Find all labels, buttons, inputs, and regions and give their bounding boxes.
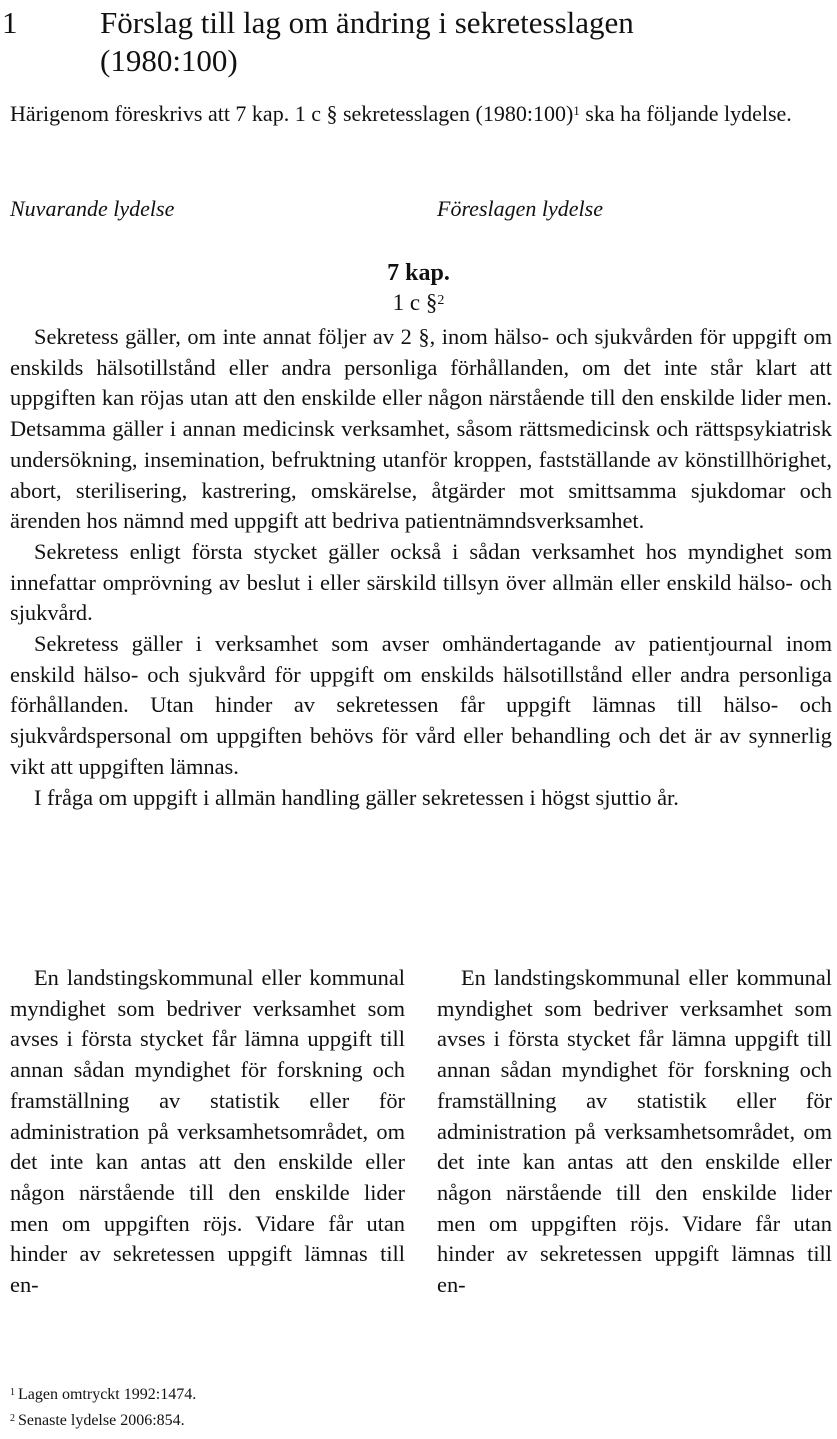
- heading-number: 1: [2, 5, 18, 40]
- current-wording-paragraph: En landstingskommunal eller kommunal myndighet som bedriver verksamhet som avses i första stycket får lämna uppgift till annan sådan myndighet för forskning och framställning av statistik eller för administration på verksamhetsområdet, om det inte kan antas att den enskilde eller någon närstående till den enskilde lider men om uppgiften röjs. Vidare får utan hinder av sekretessen uppgift lämnas till en-: [10, 965, 405, 1298]
- footnote-text: Senaste lydelse 2006:854.: [18, 1412, 185, 1429]
- heading-title: [100, 4, 800, 80]
- body-paragraph: Sekretess gäller, om inte annat följer av 2 §, inom hälso- och sjukvården för uppgift om enskilds hälsotillstånd eller andra personliga förhållanden, om det inte står klart att uppgiften kan röjas utan att den enskilde eller någon närstående till den enskilde lider men. Detsamma gäller i annan medicinsk verksamhet, såsom rättsmedicinsk och rättspsykiatrisk undersökning, insemination, befruktning utanför kroppen, fastställande av könstillhörighet, abort, sterilisering, kastrering, omskärelse, åtgärder mot smittsamma sjukdomar och ärenden hos nämnd med uppgift att bedriva patientnämndsverksamhet.: [10, 324, 832, 534]
- section-heading: [0, 288, 837, 318]
- footnote-ref: 2: [10, 1413, 15, 1424]
- proposed-wording-column: [437, 963, 832, 1301]
- document-heading: [0, 2, 837, 82]
- current-wording-column: [10, 963, 405, 1301]
- current-wording-label: Nuvarande lydelse: [10, 196, 175, 221]
- body-paragraph: Sekretess enligt första stycket gäller också i sådan verksamhet hos myndighet som innefattar omprövning av beslut i eller särskild tillsyn över allmän eller enskild hälso- och sjukvård.: [10, 538, 832, 626]
- footnote-ref: 1: [10, 1387, 15, 1398]
- footnote: [10, 1382, 610, 1408]
- heading-title-line-1: Förslag till lag om ändring i sekretesslagen: [100, 5, 634, 40]
- intro-text: Härigenom föreskrivs att 7 kap. 1 c § sekretesslagen (1980:100): [10, 101, 574, 126]
- body-paragraph: I fråga om uppgift i allmän handling gäller sekretessen i högst sjuttio år.: [34, 784, 679, 810]
- footnotes: [10, 1382, 610, 1434]
- body-paragraph: Sekretess gäller i verksamhet som avser omhändertagande av patientjournal inom enskild hälso- och sjukvård för uppgift om enskilds hälsotillstånd eller andra personliga förhållanden. Utan hinder av sekretessen får uppgift lämnas till hälso- och sjukvårdspersonal om uppgiften behövs för vård eller behandling och det är av synnerlig vikt att uppgiften lämnas.: [10, 631, 832, 779]
- chapter-heading: 7 kap.: [387, 260, 450, 286]
- footnote: [10, 1408, 610, 1434]
- proposed-wording-label: Föreslagen lydelse: [437, 196, 603, 221]
- section-label: 1 c §: [392, 290, 438, 315]
- heading-title-line-2: (1980:100): [100, 43, 238, 78]
- section-body: [10, 322, 832, 813]
- intro-paragraph: [10, 98, 830, 130]
- intro-footnote-ref: 1: [573, 103, 580, 118]
- footnote-text: Lagen omtryckt 1992:1474.: [18, 1386, 197, 1403]
- section-footnote-ref: 2: [437, 293, 445, 308]
- proposed-wording-paragraph: En landstingskommunal eller kommunal myndighet som bedriver verksamhet som avses i första stycket får lämna uppgift till annan sådan myndighet för forskning och framställning av statistik eller för administration på verksamhetsområdet, om det inte kan antas att den enskilde eller någon närstående till den enskilde lider men om uppgiften röjs. Vidare får utan hinder av sekretessen uppgift lämnas till en-: [437, 965, 832, 1298]
- intro-text-end: ska ha följande lydelse.: [579, 101, 792, 126]
